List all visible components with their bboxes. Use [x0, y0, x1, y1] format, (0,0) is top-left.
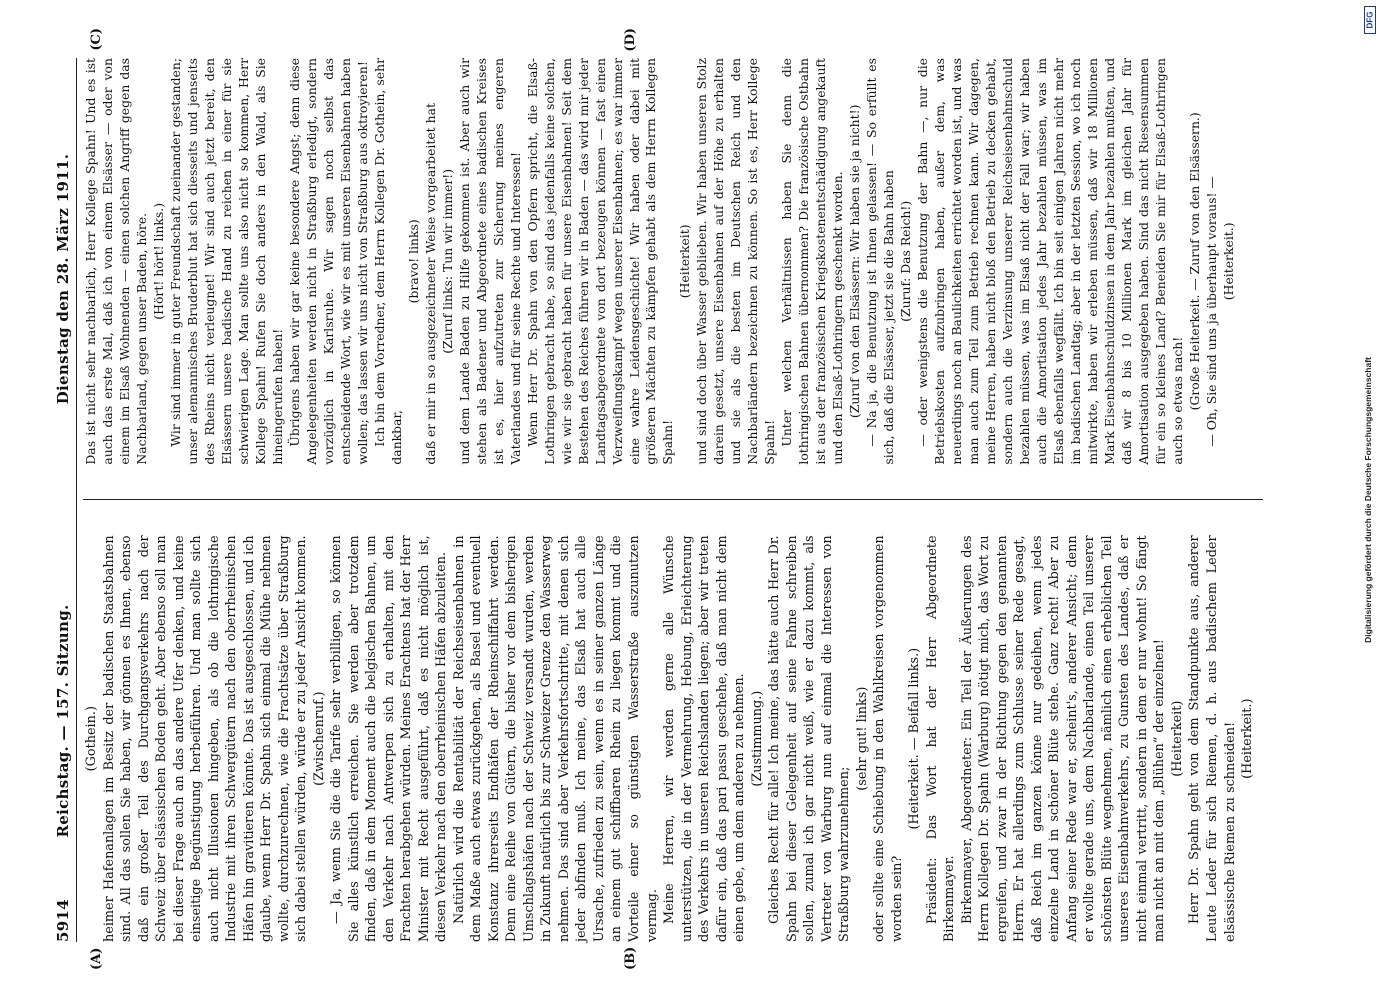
paragraph: und dem Lande Baden zu Hilfe gekommen ist. Aber auch wir stehen als Badener und Abgeordnete eines badischen Kreises ist es, hier aufzutreten zur Sicherung meines engeren Vaterlandes und für seine Rechte und Interessen!: [456, 58, 523, 465]
interjection: (Zuruf von den Elsässern: Wir haben sie ja nicht!): [847, 104, 863, 419]
paragraph: Das ist nicht sehr nachbarlich, Herr Kollege Spahn! Und es ist auch das erste Mal, daß ich von einem Elsässer — oder von einem im Elsaß Wohnenden — einen solchen Angriff gegen das Nachbarland, gegen unser Baden, höre.: [83, 58, 149, 465]
paragraph: Natürlich wird die Rentabilität der Reichseisenbahnen in dem Maße auch etwas zurückgehen, als Basel und eventuell Konstanz ihrerseits Endhäfen der Rheinschiffahrt werden. Denn eine Reihe von Gütern, die bisher vor dem bisherigen Umschlagshäfen nach der Schweiz versandt wurden, werden in Zukunft natürlich bis zur Schweizer Grenze den Wasserweg nehmen. Das sind aber Verkehrsfortschritte, mit denen sich jeder abfinden muß. Ich meine, das Elsaß hat auch alle Ursache, zufrieden zu sein, wenn es in seiner ganzen Länge an einem gut schiffbaren Rhein zu liegen kommt und die Vorteile einer so günstigen Wasserstraße auszunutzen vermag.: [451, 535, 660, 942]
paragraph: Unter welchen Verhältnissen haben Sie denn die lothringischen Bahnen übernommen? Die französische Ostbahn ist aus der französischen Kriegskostenentschädigung angekauft und den Elsaß-Lothringern geschenkt worden.: [779, 58, 846, 465]
paragraph: — Ja, wenn Sie die die Tarife sehr verbilligen, so können Sie alles künstlich erreichen. Sie werden aber trotzdem finden, daß in dem Moment auch die belgischen Bahnen, um den Verkehr nach Antwerpen sich zu erhalten, mit den Frachten herabgehen würden. Meines Erachtens hat der Herr Minister mit Recht ausgeführt, daß es nicht möglich ist, diesen Verkehr nach den oberrheinischen Häfen abzuleiten.: [329, 535, 450, 942]
speaker-continuation: (Gothein.): [84, 706, 99, 772]
interjection: (Zustimmung.): [749, 690, 765, 787]
interjection: (bravo! links): [405, 219, 421, 304]
paragraph: Meine Herren, wir werden gerne alle Wünsche unterstützen, die in der Vermehrung, Hebung, Erleichterung des Verkehrs in unseren Reichslanden liegen; aber wir treten dafür ein, daß das pari passu geschehe, daß man nicht dem einen gebe, um dem anderen zu nehmen.: [662, 535, 748, 942]
interjection: (sehr gut! links): [854, 686, 870, 791]
paragraph: und sind doch über Wasser geblieben. Wir haben unseren Stolz darein gesetzt, unsere Eisenbahnen auf der Höhe zu erhalten und sie als die besten im Deutschen Reich und den Nachbarländern bezeichnen zu können. So ist es, Herr Kollege Spahn!: [694, 58, 778, 465]
interjection: (Heiterkeit.): [1240, 698, 1256, 779]
paragraph: — oder wenigstens die Benutzung der Bahn —, nur die Betriebskosten aufzubringen haben, außer dem, was neuerdings noch an Baulichkeiten errichtet worden ist, und was man auch zum Teil zum Betrieb rechnen kann. Wir dagegen, meine Herren, haben nicht bloß den Betrieb zu decken gehabt, sondern auch die Verzinsung unserer Reichseisenbahnschuld bezahlen müssen, was im Elsaß nicht der Fall war; wir haben auch die Amortisation jedes Jahr bezahlen müssen, was im Elsaß ebenfalls wegfällt. Ich bin seit einigen Jahren nicht mehr im badischen Landtag; aber in der letzten Session, wo ich noch mitwirkte, haben wir erleben müssen, daß wir 18 Millionen Mark Eisenbahnschuldzinsen in dem Jahr bezahlen mußten, und daß wir 8 bis 10 Millionen Mark im gleichen Jahr für Amortisation ausgegeben haben. Sind das nicht Riesensummen für ein so kleines Land? Beneiden Sie mir für Elsaß-Lothringen auch so etwas nach!: [915, 58, 1185, 465]
speaker-statement: Birkenmayer, Abgeordneter: Ein Teil der Äußerungen des Herrn Kollegen Dr. Spahn (Warburg) nötigt mich, das Wort zu ergreifen, und zwar in der Richtung gegen den genannten Herrn. Er hat allerdings zum Schlusse seiner Rede gesagt, daß Reich im ganzen könne nur gedeihen, wenn jedes einzelne Land in schöner Blüte stehe. Ganz recht! Aber zu Anfang seiner Rede war er, scheint's, anderer Ansicht; denn er wollte gerade uns, dem Nachbarlande, einen Teil unserer schönsten Blüte wegnehmen, nämlich einen erheblichen Teil unseres Eisenbahnverkehrs, zu Gunsten des Landes, daß er nicht einmal vertritt, sondern in dem er nur wohnt! So fängt man nicht an mit dem „Blühen“ der einzelnen!: [959, 535, 1168, 942]
paragraph: Herr Dr. Spahn geht von dem Standpunkte aus, anderer Leute Leder für sich Riemen, d. h. aus badischem Leder elsässische Riemen zu schneiden!: [1187, 535, 1238, 942]
margin-marker-c: (C): [89, 28, 104, 51]
margin-marker-a: (A): [89, 947, 104, 970]
president-statement: Präsident: Das Wort hat der Herr Abgeordnete Birkenmayer.: [924, 535, 958, 942]
header-title-left: Reichstag. — 157. Sitzung.: [54, 604, 72, 838]
interjection: (Heiterkeit): [1169, 700, 1185, 777]
paragraph: Wir sind immer in guter Freundschaft zueinander gestanden; unser alemannisches Bruderblut hat sich diesseits und jenseits des Rheins nicht verleugnet! Wir sind auch jetzt bereit, den Elsässern unsere badische Hand zu reichen in einer für sie schwierigen Lage. Man sollte uns also nicht so kommen, Herr Kollege Spahn! Rufen Sie doch anders in den Wald, als Sie hineingerufen haben!: [167, 58, 285, 465]
digitization-notice: Digitalisierung gefördert durch die Deutsche Forschungsgemeinschaft: [1363, 357, 1373, 643]
text-columns: [83, 28, 1263, 970]
margin-marker-b: (B): [623, 946, 638, 970]
paragraph: Wenn Herr Dr. Spahn von den Opfern spricht, die Elsaß-Lothringen gebracht habe, so sind das jedenfalls keine solchen, wie wir sie gebracht haben für unsere Eisenbahnen! Seit dem Bestehen des Reiches führen wir in Baden — das wird mir jeder Landtagsabgeordnete von dort bezeugen können — fast einen Verzweiflungskampf wegen unserer Eisenbahnen; es war immer eine wahre Leidensgeschichte! Wir haben oder dabei mit größeren Mächten zu kämpfen gehabt als dem Herrn Kollegen Spahn!: [524, 58, 676, 465]
paragraph: heimer Hafenanlagen im Besitz der badischen Staatsbahnen sind. All das sollen Sie haben, wir gönnen es Ihnen, ebenso daß ein großer Teil des Durchgangsverkehrs nach der Schweiz über elsässischen Boden geht. Aber ebenso soll man bei dieser Frage auch an das andere Ufer denken, und keine einseitige Begünstigung herbeiführen. Und man sollte sich auch nicht Illusionen hingeben, als ob die lothringische Industrie mit ihren Schwergütern nach den oberrheinischen Häfen hin gravitieren könnte. Das ist ausgeschlossen, und ich glaube, wenn Herr Dr. Spahn sich einmal die Mühe nehmen wollte, durchzurechnen, wie die Frachtsätze über Straßburg sich dabei stellen würden, würde er zu jeder Ansicht kommen.: [101, 535, 310, 942]
interjection: (Hört! hört! links.): [150, 202, 166, 320]
paragraph: oder sollte eine Schiebung in den Wahlkreisen vorgenommen worden sein?: [872, 535, 905, 942]
paragraph: — Oh, Sie sind uns ja überhaupt voraus! —: [1203, 176, 1219, 447]
interjection: (Zuruf links: Tun wir immer!): [439, 168, 455, 354]
interjection: (Heiterkeit.): [1220, 222, 1236, 301]
column-divider: [83, 499, 1263, 500]
page-header: [52, 58, 77, 942]
paragraph: Gleiches Recht für alle! Ich meine, das hätte auch Herr Dr. Spahn bei dieser Gelegenheit auf seine Fahne schreiben sollen, zumal ich gar nicht weiß, wie er dazu kommt, als Vertreter von Warburg nun auf einmal die Interessen von Straßburg wahrzunehmen;: [767, 535, 853, 942]
paragraph: daß er mir in so ausgezeichneter Weise vorgearbeitet hat: [422, 103, 438, 465]
right-column: [83, 58, 1263, 465]
left-column: [83, 535, 1263, 942]
interjection: (Zwischenruf.): [311, 691, 327, 786]
header-title-right: Dienstag den 28. März 1911.: [54, 153, 72, 405]
paragraph: — Na ja, die Benutzung ist Ihnen gelassen! — So erfüllt es sich, daß die Elsässer, jetzt sie die Bahn haben: [864, 58, 897, 465]
interjection: (Zuruf: Das Reich!): [898, 200, 914, 322]
interjection: (Heiterkeit. — Beifall links.): [907, 647, 923, 830]
page-number: 5914: [54, 899, 72, 942]
dfg-logo: DFG: [1364, 6, 1376, 34]
paragraph: Übrigens haben wir gar keine besondere Angst; denn diese Angelegenheiten werden nicht in Straßburg erledigt, sondern vorzüglich in Karlsruhe. Wir sagen noch selbst das entscheidende Wort, wie wir es mit unseren Eisenbahnen haben wollen; das lassen wir uns nicht von Straßburg aus oktroyieren!: [286, 58, 370, 465]
margin-marker-d: (D): [623, 28, 638, 52]
interjection: (Heiterkeit): [677, 224, 693, 299]
interjection: (Große Heiterkeit. — Zuruf von den Elsässern.): [1186, 112, 1202, 411]
paragraph: Ich bin dem Vorredner, dem Herrn Kollegen Dr. Gothein, sehr dankbar,: [371, 58, 404, 465]
